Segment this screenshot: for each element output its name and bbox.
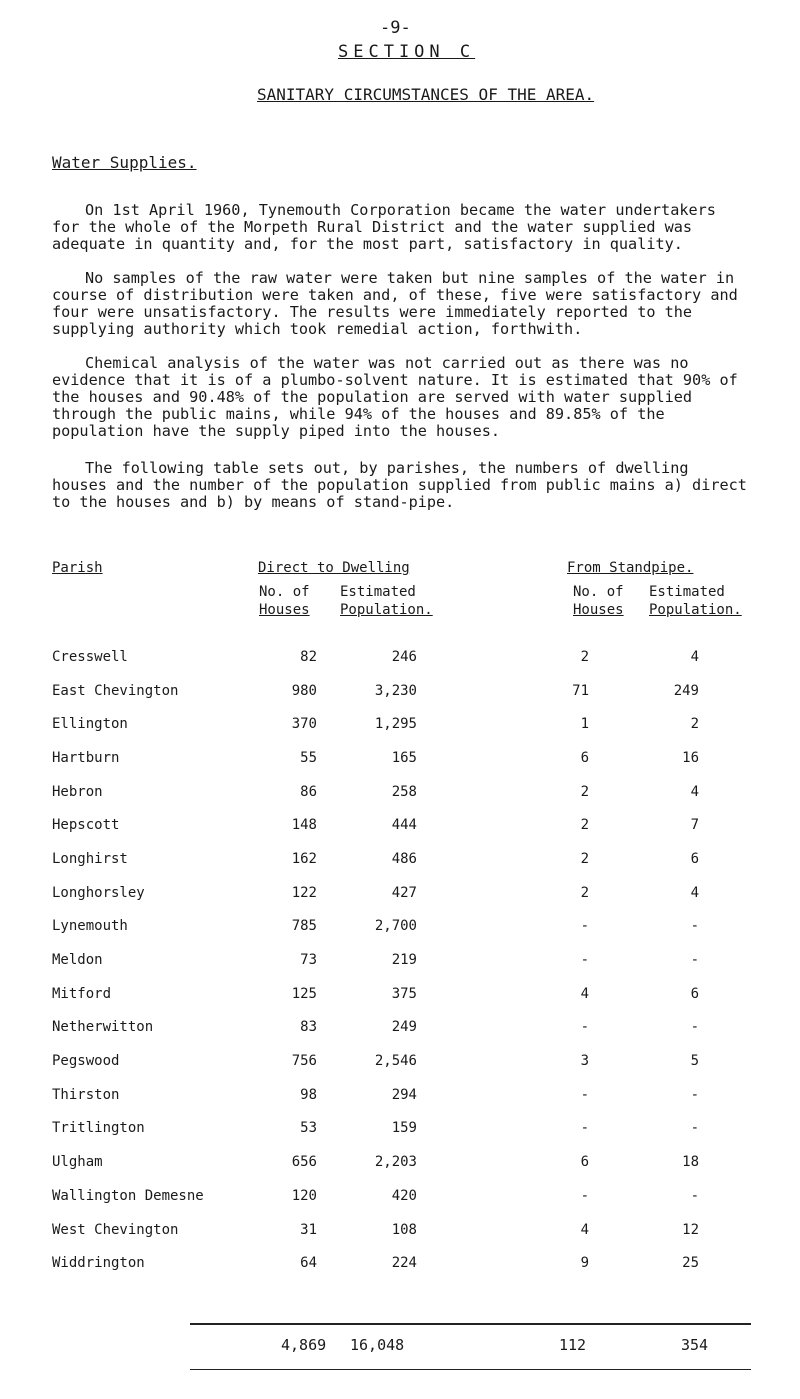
table-row	[52, 741, 699, 775]
table-row	[52, 1011, 699, 1045]
header-standpipe-no-of: No. of	[573, 584, 624, 600]
direct-population: 375	[391, 985, 417, 1002]
section-title: SECTION C	[338, 42, 476, 62]
total-standpipe-houses: 112	[559, 1336, 587, 1354]
standpipe-houses: 2	[580, 783, 589, 800]
direct-population: 108	[391, 1221, 417, 1238]
standpipe-population: -	[690, 918, 699, 935]
standpipe-population: 6	[690, 850, 699, 867]
header-parish: Parish	[52, 560, 103, 576]
table-row	[52, 775, 699, 809]
table-row	[52, 1112, 699, 1146]
standpipe-houses: 6	[580, 1154, 589, 1171]
direct-houses: 120	[291, 1187, 317, 1204]
total-direct-population: 16,048	[350, 1336, 405, 1354]
paragraph-2-text: No samples of the raw water were taken but nine samples of the water in course of distribution were taken and, of these, five were satisfactory and four were unsatisfactory. The results were immediately reported to the supplying authority which took remedial action, forthwith.	[52, 269, 738, 338]
table-row	[52, 1179, 699, 1213]
direct-population: 2,700	[374, 918, 417, 935]
header-direct-population: Population.	[340, 602, 433, 618]
header-direct-to-dwelling: Direct to Dwelling	[258, 560, 410, 576]
direct-houses: 162	[291, 850, 317, 867]
parish-name: Pegswood	[52, 1053, 120, 1070]
direct-population: 427	[391, 884, 417, 901]
direct-population: 444	[391, 817, 417, 834]
direct-houses: 55	[300, 749, 317, 766]
header-standpipe-houses: Houses	[573, 602, 624, 618]
direct-houses: 82	[300, 648, 317, 665]
standpipe-population: 4	[690, 648, 699, 665]
parish-name: West Chevington	[52, 1221, 179, 1238]
header-direct-estimated: Estimated	[340, 584, 416, 600]
total-standpipe-population: 354	[681, 1336, 709, 1354]
direct-population: 294	[391, 1086, 417, 1103]
paragraph-4-text: The following table sets out, by parishes, the numbers of dwelling houses and the number of the population supplied from public mains a) direct to the houses and b) by means of stand-pipe.	[52, 459, 747, 511]
direct-population: 159	[391, 1120, 417, 1137]
parish-name: Tritlington	[52, 1120, 145, 1137]
direct-population: 3,230	[374, 682, 417, 699]
table-row	[52, 1246, 699, 1280]
direct-population: 2,203	[374, 1154, 417, 1171]
parish-name: Thirston	[52, 1086, 120, 1103]
parish-name: Longhorsley	[52, 884, 145, 901]
table-row	[52, 943, 699, 977]
direct-houses: 980	[291, 682, 317, 699]
direct-population: 2,546	[374, 1053, 417, 1070]
paragraph-1	[52, 202, 752, 253]
parish-name: Wallington Demesne	[52, 1187, 204, 1204]
direct-houses: 64	[300, 1255, 317, 1272]
direct-population: 219	[391, 952, 417, 969]
subsection-title: Water Supplies.	[52, 153, 197, 172]
header-from-standpipe: From Standpipe.	[567, 560, 694, 576]
standpipe-houses: 2	[580, 817, 589, 834]
standpipe-houses: -	[580, 1086, 589, 1103]
parish-name: Hepscott	[52, 817, 120, 834]
standpipe-houses: -	[580, 918, 589, 935]
table-row	[52, 707, 699, 741]
direct-population: 1,295	[374, 716, 417, 733]
table-row	[52, 808, 699, 842]
paragraph-2	[52, 270, 752, 338]
parish-name: Mitford	[52, 985, 112, 1002]
header-standpipe-population: Population.	[649, 602, 742, 618]
parish-name: Longhirst	[52, 850, 128, 867]
direct-houses: 656	[291, 1154, 317, 1171]
parish-name: Hebron	[52, 783, 103, 800]
table-row	[52, 674, 699, 708]
direct-houses: 86	[300, 783, 317, 800]
table-row	[52, 842, 699, 876]
table-row	[52, 1145, 699, 1179]
standpipe-population: 25	[682, 1255, 699, 1272]
direct-population: 246	[391, 648, 417, 665]
table-row	[52, 1078, 699, 1112]
standpipe-houses: -	[580, 1120, 589, 1137]
direct-houses: 31	[300, 1221, 317, 1238]
table-row	[52, 1213, 699, 1247]
table-row	[52, 1044, 699, 1078]
header-direct-no-of: No. of	[259, 584, 310, 600]
direct-houses: 148	[291, 817, 317, 834]
paragraph-4	[52, 460, 752, 511]
standpipe-population: 6	[690, 985, 699, 1002]
paragraph-1-text: On 1st April 1960, Tynemouth Corporation became the water undertakers for the whole of the Morpeth Rural District and the water supplied was adequate in quantity and, for the most part, satisfactory in quality.	[52, 201, 716, 253]
standpipe-population: -	[690, 1120, 699, 1137]
direct-houses: 83	[300, 1019, 317, 1036]
standpipe-houses: 9	[580, 1255, 589, 1272]
standpipe-population: 7	[690, 817, 699, 834]
parish-name: Netherwitton	[52, 1019, 154, 1036]
table-row	[52, 640, 699, 674]
standpipe-population: 5	[690, 1053, 699, 1070]
total-direct-houses: 4,869	[281, 1336, 327, 1354]
direct-houses: 73	[300, 952, 317, 969]
table-row	[52, 910, 699, 944]
standpipe-houses: 4	[580, 1221, 589, 1238]
header-direct-houses: Houses	[259, 602, 310, 618]
standpipe-population: -	[690, 1086, 699, 1103]
direct-population: 420	[391, 1187, 417, 1204]
parish-name: Lynemouth	[52, 918, 128, 935]
standpipe-houses: 6	[580, 749, 589, 766]
direct-houses: 122	[291, 884, 317, 901]
parish-water-supply-table	[52, 640, 699, 1280]
standpipe-houses: 3	[580, 1053, 589, 1070]
standpipe-houses: -	[580, 1187, 589, 1204]
table-row	[52, 876, 699, 910]
standpipe-population: -	[690, 1019, 699, 1036]
standpipe-population: -	[690, 952, 699, 969]
direct-population: 224	[391, 1255, 417, 1272]
page-number: -9-	[380, 18, 411, 38]
standpipe-population: -	[690, 1187, 699, 1204]
direct-houses: 785	[291, 918, 317, 935]
direct-population: 249	[391, 1019, 417, 1036]
parish-name: Meldon	[52, 952, 103, 969]
area-title: SANITARY CIRCUMSTANCES OF THE AREA.	[257, 85, 595, 104]
standpipe-houses: 2	[580, 850, 589, 867]
standpipe-population: 4	[690, 884, 699, 901]
standpipe-houses: -	[580, 1019, 589, 1036]
parish-name: Ellington	[52, 716, 128, 733]
standpipe-houses: -	[580, 952, 589, 969]
standpipe-population: 249	[673, 682, 699, 699]
standpipe-population: 2	[690, 716, 699, 733]
standpipe-population: 4	[690, 783, 699, 800]
direct-population: 165	[391, 749, 417, 766]
standpipe-houses: 2	[580, 884, 589, 901]
direct-houses: 370	[291, 716, 317, 733]
standpipe-population: 16	[682, 749, 699, 766]
standpipe-population: 18	[682, 1154, 699, 1171]
direct-population: 486	[391, 850, 417, 867]
paragraph-3	[52, 355, 752, 440]
direct-houses: 756	[291, 1053, 317, 1070]
totals-bottom-rule	[190, 1369, 751, 1370]
parish-name: Cresswell	[52, 648, 128, 665]
direct-houses: 125	[291, 985, 317, 1002]
standpipe-population: 12	[682, 1221, 699, 1238]
direct-population: 258	[391, 783, 417, 800]
header-standpipe-estimated: Estimated	[649, 584, 725, 600]
paragraph-3-text: Chemical analysis of the water was not carried out as there was no evidence that it is of a plumbo-solvent nature. It is estimated that 90% of the houses and 90.48% of the population are served with water supplied through the public mains, while 94% of the houses and 89.85% of the population have the supply piped into the houses.	[52, 354, 738, 440]
parish-name: Widdrington	[52, 1255, 145, 1272]
standpipe-houses: 1	[580, 716, 589, 733]
table-row	[52, 977, 699, 1011]
parish-name: Hartburn	[52, 749, 120, 766]
totals-top-rule	[190, 1323, 751, 1325]
standpipe-houses: 71	[572, 682, 589, 699]
parish-name: Ulgham	[52, 1154, 103, 1171]
direct-houses: 53	[300, 1120, 317, 1137]
standpipe-houses: 2	[580, 648, 589, 665]
parish-name: East Chevington	[52, 682, 179, 699]
standpipe-houses: 4	[580, 985, 589, 1002]
direct-houses: 98	[300, 1086, 317, 1103]
